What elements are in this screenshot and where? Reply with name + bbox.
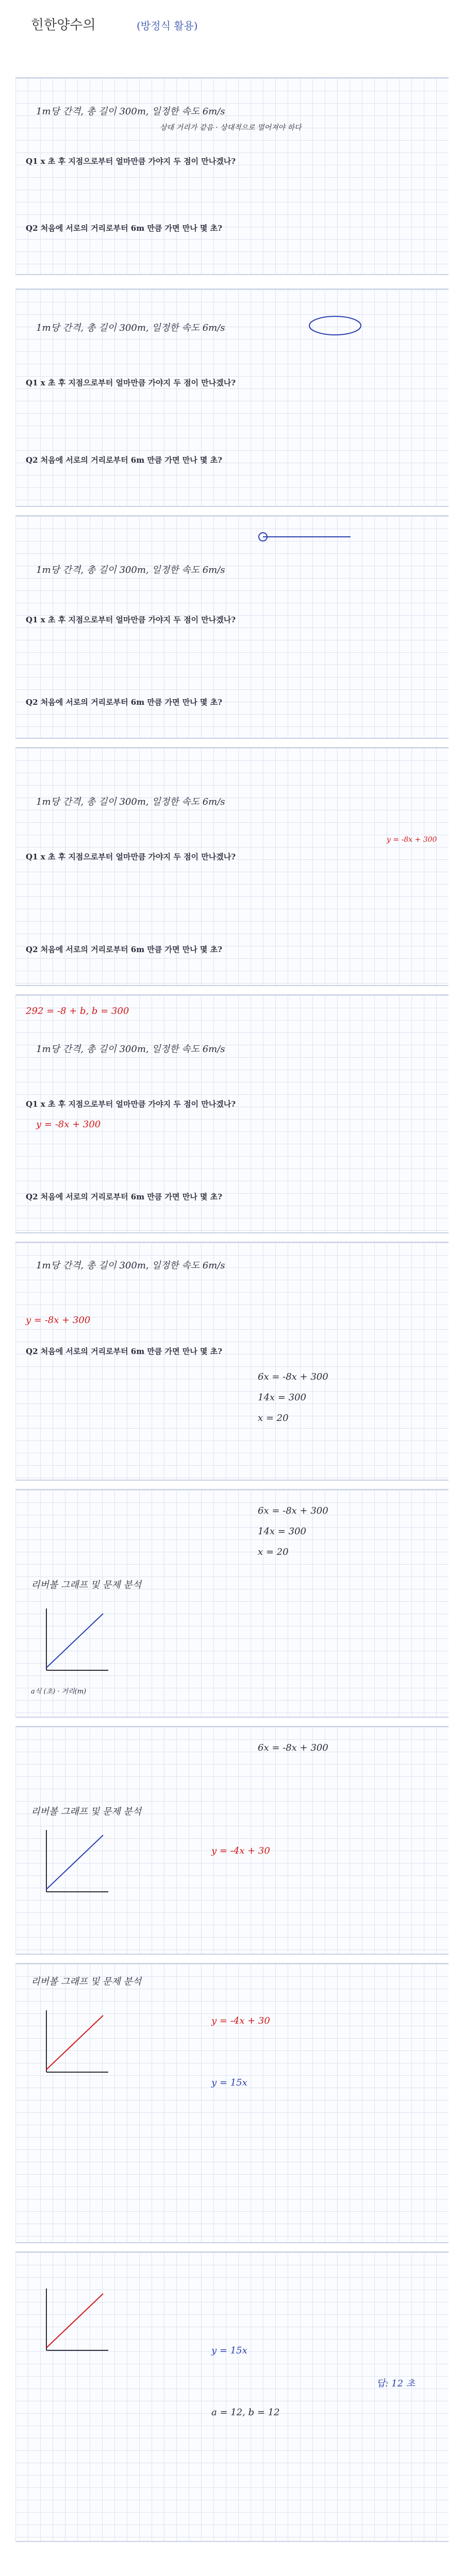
notebook-page-6 — [15, 1242, 449, 1481]
notebook-page-10 — [15, 2251, 449, 2542]
notebook-page-8 — [15, 1726, 449, 1955]
question-2: Q2 처음에 서로의 거리로부터 6m 만큼 가면 만나 몇 초? — [26, 1192, 222, 1201]
notebook-page-7 — [15, 1489, 449, 1718]
problem-intro: 1m당 간격, 총 길이 300m, 일정한 속도 6m/s — [36, 106, 225, 117]
equation-4: 14x = 300 — [258, 1526, 306, 1537]
document-title: 힌한양수의 — [31, 18, 96, 33]
arrow-mark — [258, 521, 361, 552]
graph-sketch — [36, 1825, 113, 1902]
graph-sketch — [36, 2283, 113, 2361]
equation-2: y = -8x + 300 — [36, 1119, 101, 1130]
solution-3: a = 12, b = 12 — [211, 2407, 280, 2418]
equation-1: 292 = -8 + b, b = 300 — [26, 1006, 129, 1016]
notebook-page-4 — [15, 747, 449, 986]
question-1: Q1 x 초 후 지점으로부터 얼마만큼 가야지 두 점이 만나겠나? — [26, 378, 236, 387]
solution-1: y = -4x + 30 — [211, 1845, 270, 1856]
red-note: y = -8x + 300 — [387, 836, 437, 844]
equation-3: 6x = -8x + 300 — [258, 1742, 328, 1753]
equation-5: x = 20 — [258, 1413, 289, 1423]
equation-4: 14x = 300 — [258, 1392, 306, 1403]
question-1: Q1 x 초 후 지점으로부터 얼마만큼 가야지 두 점이 만나겠나? — [26, 157, 236, 166]
notebook-page-3 — [15, 515, 449, 739]
question-1: Q1 x 초 후 지점으로부터 얼마만큼 가야지 두 점이 만나겠나? — [26, 1099, 236, 1109]
problem-intro: 1m당 간격, 총 길이 300m, 일정한 속도 6m/s — [36, 1044, 225, 1055]
solution-1: y = -4x + 30 — [211, 2015, 270, 2026]
question-2: Q2 처음에 서로의 거리로부터 6m 만큼 가면 만나 몇 초? — [26, 698, 222, 707]
equation-3: 6x = -8x + 300 — [258, 1505, 328, 1516]
problem-intro-2: 상대 거리가 같음 · 상대적으로 멀어져야 하다 — [160, 124, 302, 132]
document-subtitle: (방정식 활용) — [137, 20, 198, 32]
question-2: Q2 처음에 서로의 거리로부터 6m 만큼 가면 만나 몇 초? — [26, 224, 222, 233]
problem-intro: 1m당 간격, 총 길이 300m, 일정한 속도 6m/s — [36, 323, 225, 333]
graph-title: 리버볼 그래프 및 문제 분석 — [31, 1806, 142, 1817]
question-2: Q2 처음에 서로의 거리로부터 6m 만큼 가면 만나 몇 초? — [26, 1347, 222, 1356]
equation-2: y = -8x + 300 — [26, 1315, 91, 1326]
equation-3: 6x = -8x + 300 — [258, 1371, 328, 1382]
question-1: Q1 x 초 후 지점으로부터 얼마만큼 가야지 두 점이 만나겠나? — [26, 615, 236, 624]
notebook-page-9 — [15, 1963, 449, 2243]
answer-2: 답: 12 초 — [376, 2378, 416, 2389]
document-header — [0, 0, 464, 67]
solution-2: y = 15x — [211, 2345, 247, 2356]
graph-sketch — [36, 1603, 113, 1681]
solution-2: y = 15x — [211, 2077, 247, 2088]
graph-label: a식 (초) · 거리(m) — [31, 1688, 87, 1696]
notebook-page-2 — [15, 289, 449, 507]
graph-title: 리버볼 그래프 및 문제 분석 — [31, 1976, 142, 1987]
question-1: Q1 x 초 후 지점으로부터 얼마만큼 가야지 두 점이 만나겠나? — [26, 852, 236, 861]
question-2: Q2 처음에 서로의 거리로부터 6m 만큼 가면 만나 몇 초? — [26, 455, 222, 465]
problem-intro: 1m당 간격, 총 길이 300m, 일정한 속도 6m/s — [36, 796, 225, 807]
problem-intro: 1m당 간격, 총 길이 300m, 일정한 속도 6m/s — [36, 565, 225, 575]
graph-sketch — [36, 2005, 113, 2082]
equation-5: x = 20 — [258, 1547, 289, 1557]
notebook-page-5 — [15, 994, 449, 1233]
question-2: Q2 처음에 서로의 거리로부터 6m 만큼 가면 만나 몇 초? — [26, 945, 222, 954]
graph-title: 리버볼 그래프 및 문제 분석 — [31, 1580, 142, 1590]
problem-intro: 1m당 간격, 총 길이 300m, 일정한 속도 6m/s — [36, 1260, 225, 1271]
circle-mark — [304, 313, 366, 338]
notebook-page-1 — [15, 77, 449, 275]
